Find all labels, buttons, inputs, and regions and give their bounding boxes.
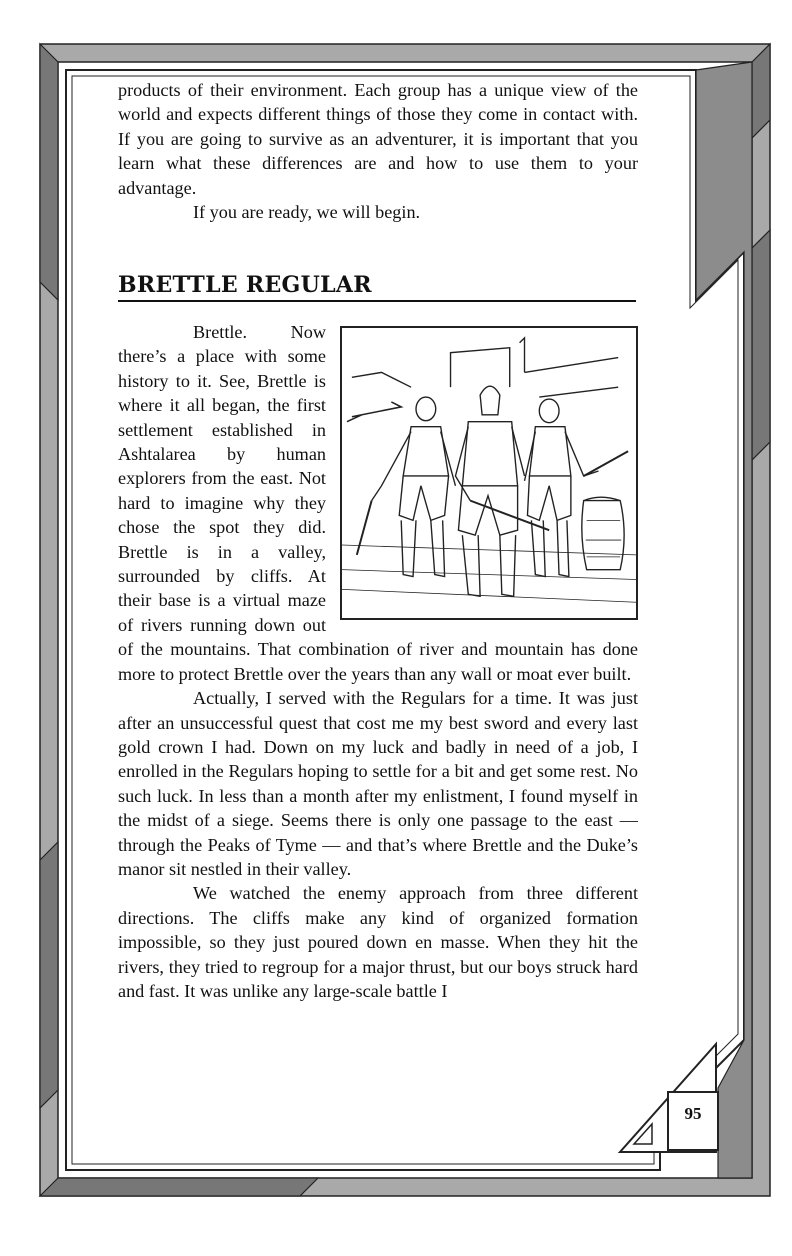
body-paragraph-3: We watched the enemy approach from three different directions. The cliffs make any kind of organized formation impossible, so they just poured down en masse. When they hit the rivers, they tried to regroup for a major thrust, but our boys struck hard and fast. It was unlike any large-scale battle I <box>118 883 638 1001</box>
spear <box>347 402 401 422</box>
section-body <box>118 320 638 1003</box>
body-paragraph-2: Actually, I served with the Regulars for a time. It was just after an unsuccessful quest that cost me my best sword and every last gold crown I had. Down on my luck and badly in need of a job, I enrolled in the Regulars hoping to settle for a bit and get some rest. No such luck. In less than a month after my enlistment, I found myself in the midst of a siege. Seems there is only one passage to the east — through the Peaks of Tyme — and that’s where Brettle and the Duke’s manor sit nestled in their valley. <box>118 688 638 879</box>
body-paragraph-1: Brettle. Now there’s a place with some history to it. See, Brettle is where it all began, the first settlement established in Ashtalarea by human explorers from the east. Not hard to imagine why they chose the spot they did. Brettle is in a valley, surrounded by cliffs. At their base is a virtual maze of rivers running down out of the mountains. That combination of river and mountain has done more to protect Brettle over the years than any wall or moat ever built. <box>118 322 638 684</box>
barrel <box>582 497 624 570</box>
soldiers-illustration <box>340 326 638 620</box>
intro-paragraph-2: If you are ready, we will begin. <box>193 202 421 223</box>
right-soldier <box>525 399 629 577</box>
page-number: 95 <box>684 1104 702 1123</box>
section-heading: BRETTLE REGULAR <box>118 270 636 302</box>
intro-text <box>118 78 638 224</box>
soldiers-drawing <box>342 328 636 618</box>
intro-paragraph-1: products of their environment. Each group has a unique view of the world and expects different things of those they come in contact with. If you are going to survive as an adventurer, it is important that you learn what these differences are and how to use them to your advantage. <box>118 80 638 198</box>
left-soldier <box>357 397 456 577</box>
